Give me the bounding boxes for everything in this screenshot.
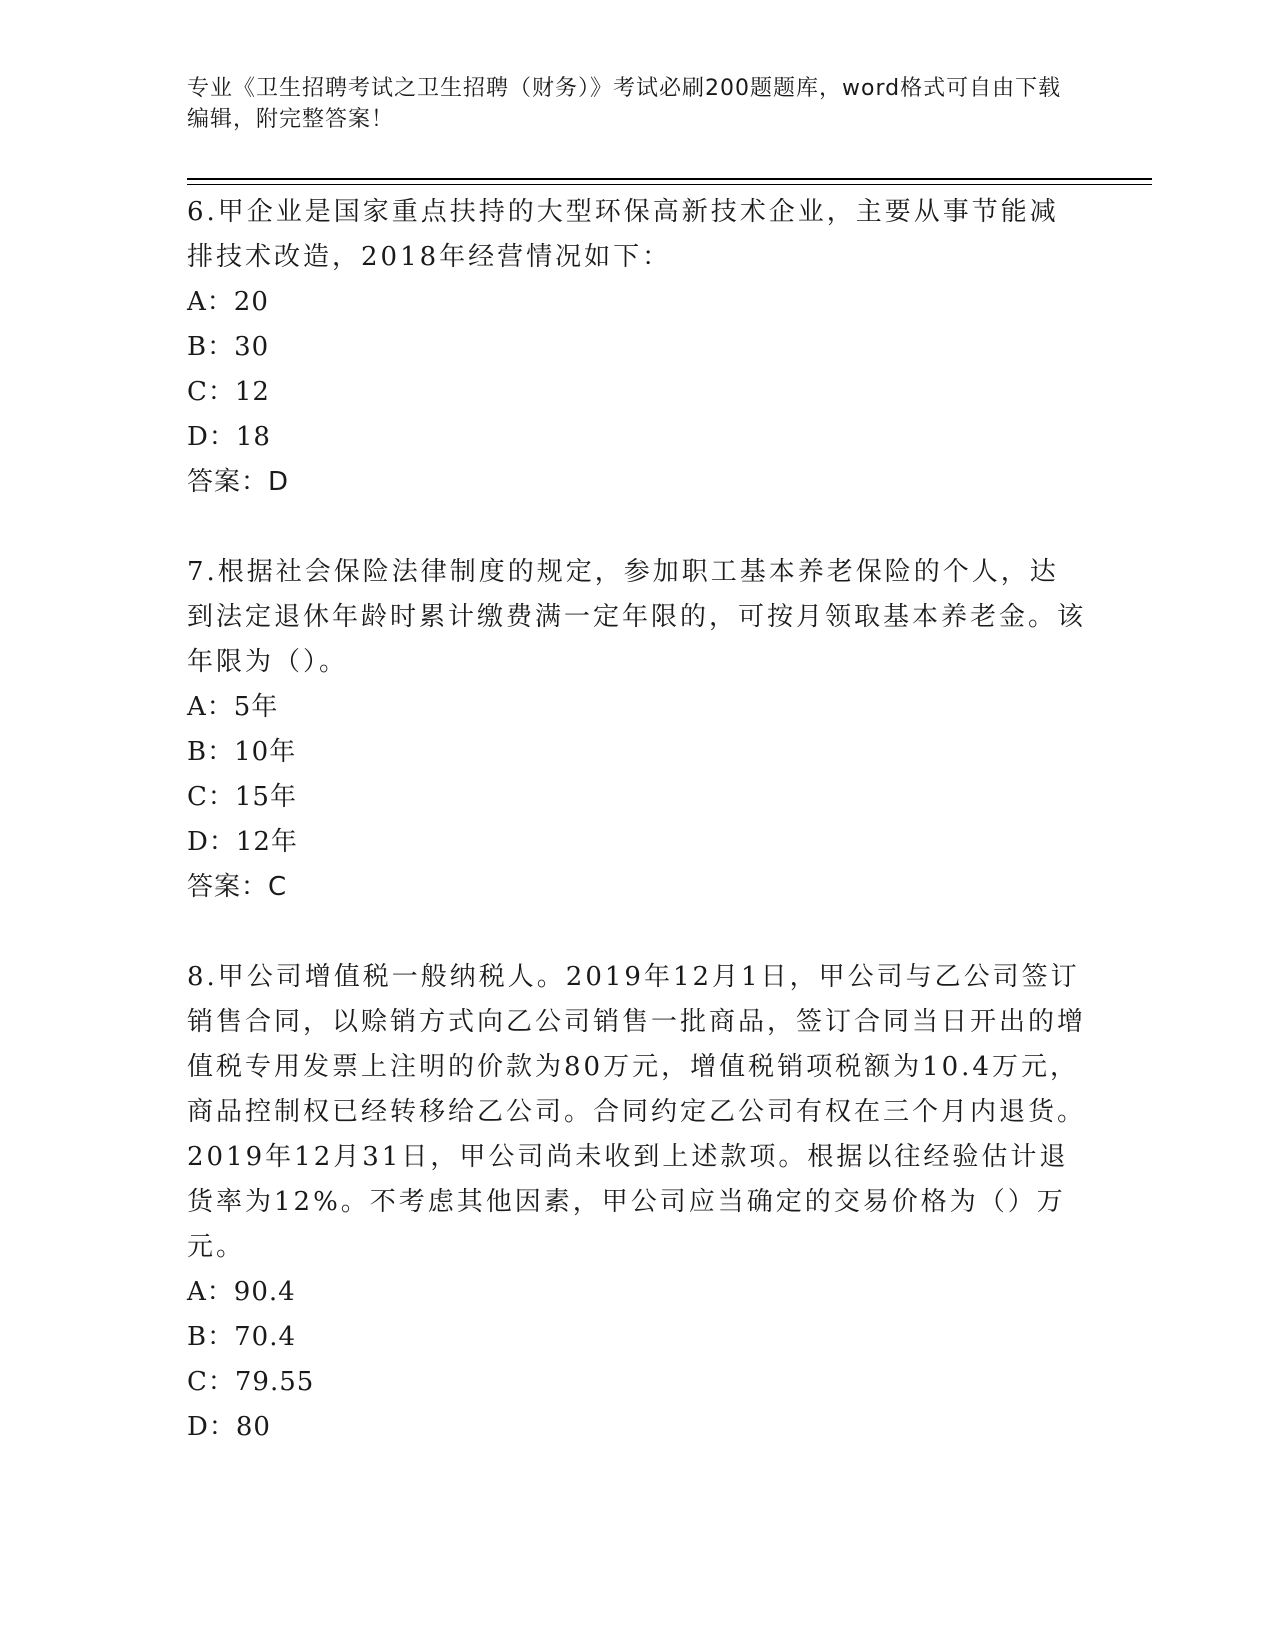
question-spacer [187,505,1087,550]
option-a: A：20 [187,287,269,317]
question-8 [187,955,1087,1450]
header-divider-thin [187,184,1152,185]
question-stem: 8.甲公司增值税一般纳税人。2019年12月1日，甲公司与乙公司签订销售合同，以赊销方式向乙公司销售一批商品，签订合同当日开出的增值税专用发票上注明的价款为80万元，增值税销项税额为10.4万元，商品控制权已经转移给乙公司。合同约定乙公司有权在三个月内退货。2019年12月31日，甲公司尚未收到上述款项。根据以往经验估计退货率为12%。不考虑其他因素，甲公司应当确定的交易价格为（）万元。 [187,962,1087,1262]
question-list [187,190,1087,1450]
option-c: C：79.55 [187,1367,315,1397]
option-b: B：10年 [187,737,297,767]
document-header: 专业《卫生招聘考试之卫生招聘（财务）》考试必刷200题题库，word格式可自由下载编辑，附完整答案！ [187,76,1062,132]
question-stem: 6.甲企业是国家重点扶持的大型环保高新技术企业，主要从事节能减排技术改造，2018年经营情况如下： [187,197,1059,272]
option-a: A：5年 [187,692,279,722]
answer: 答案：C [187,872,288,902]
option-c: C：15年 [187,782,297,812]
answer: 答案：D [187,467,290,497]
option-b: B：70.4 [187,1322,296,1352]
question-7 [187,550,1087,910]
option-d: D：80 [187,1412,271,1442]
option-d: D：18 [187,422,271,452]
option-a: A：90.4 [187,1277,296,1307]
option-c: C：12 [187,377,270,407]
question-stem: 7.根据社会保险法律制度的规定，参加职工基本养老保险的个人，达到法定退休年龄时累计缴费满一定年限的，可按月领取基本养老金。该年限为（）。 [187,557,1087,677]
question-spacer [187,910,1087,955]
question-6 [187,190,1087,505]
header-divider-thick [187,178,1152,180]
option-b: B：30 [187,332,270,362]
option-d: D：12年 [187,827,298,857]
